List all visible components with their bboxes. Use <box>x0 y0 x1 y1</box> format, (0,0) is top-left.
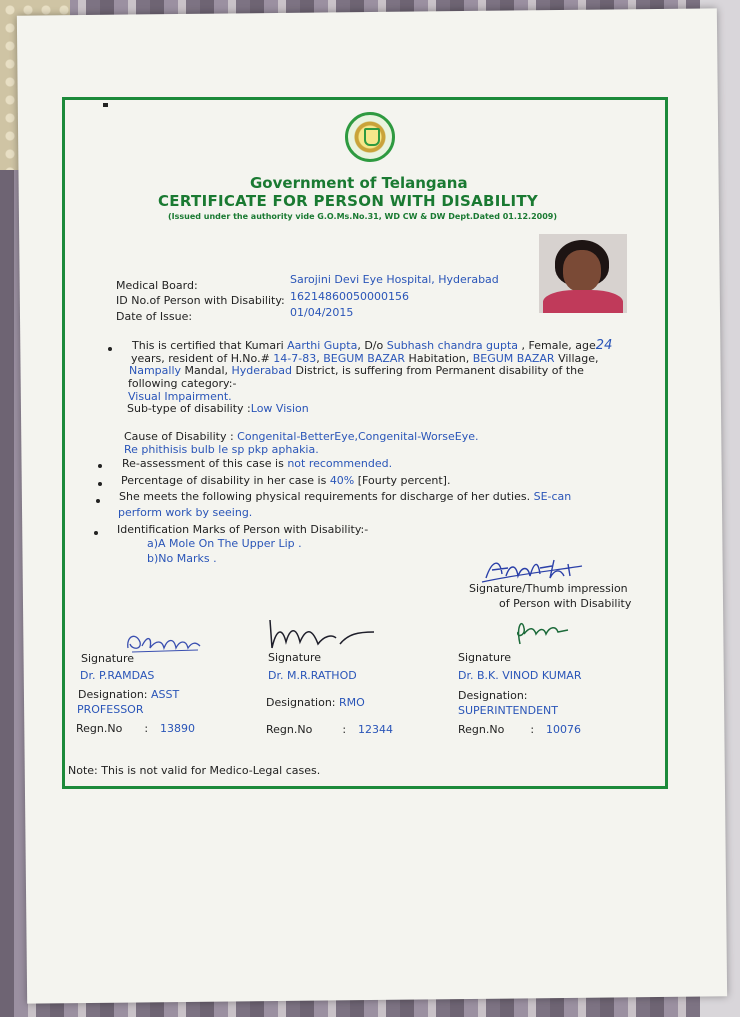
signatory-3-signature-label: Signature <box>458 651 512 664</box>
telangana-emblem-icon <box>345 112 395 162</box>
disability-subtype: Sub-type of disability :Low Vision <box>127 402 309 415</box>
print-mark <box>103 103 108 107</box>
applicant-photo <box>539 234 627 313</box>
reassessment: Re-assessment of this case is not recommended. <box>122 457 393 470</box>
signatory-1-regn: Regn.No : 13890 <box>76 722 196 735</box>
signature-vinod-kumar <box>510 614 574 648</box>
identification-marks-label: Identification Marks of Person with Disability:- <box>117 523 369 536</box>
cause-of-disability: Cause of Disability : Congenital-BetterEye,Congenital-WorseEye. <box>124 430 479 443</box>
id-label: ID No.of Person with Disability: <box>116 294 285 307</box>
identification-mark-b: b)No Marks . <box>147 552 217 565</box>
identification-mark-a: a)A Mole On The Upper Lip . <box>147 537 302 550</box>
applicant-signature-label-2: of Person with Disability <box>499 597 632 610</box>
percentage-of-disability: Percentage of disability in her case is 40% [Fourty percent]. <box>121 474 451 487</box>
physical-requirements: She meets the following physical requirements for discharge of her duties. SE-can <box>119 490 572 503</box>
certificate-title: CERTIFICATE FOR PERSON WITH DISABILITY <box>158 192 539 210</box>
certification-line-2: years, resident of H.No.# 14-7-83, BEGUM BAZAR Habitation, BEGUM BAZAR Village, <box>131 352 599 365</box>
id-value: 16214860050000156 <box>290 290 409 303</box>
signatory-1-signature-label: Signature <box>81 652 135 665</box>
signatory-2-signature-label: Signature <box>268 651 322 664</box>
svg-text:Aarthi: Aarthi <box>508 572 512 573</box>
authority-note: (Issued under the authority vide G.O.Ms.No.31, WD CW & DW Dept.Dated 01.12.2009) <box>168 212 557 221</box>
signatory-3-name: Dr. B.K. VINOD KUMAR <box>458 669 582 682</box>
bullet <box>98 482 102 486</box>
cause-of-disability-line-2: Re phithisis bulb le sp pkp aphakia. <box>124 443 319 456</box>
applicant-signature <box>478 552 588 586</box>
signature-rathod <box>262 614 382 654</box>
legal-note: Note: This is not valid for Medico-Legal cases. <box>68 764 321 777</box>
signatory-2-designation: Designation: RMO <box>266 696 365 709</box>
signatory-3-designation: Designation: <box>458 689 528 702</box>
handwritten-age: 24 <box>595 338 613 353</box>
bullet <box>94 531 98 535</box>
applicant-signature-label: Signature/Thumb impression <box>469 582 628 595</box>
disability-category: Visual Impairment. <box>128 390 232 403</box>
signature-ramdas <box>122 628 204 656</box>
signatory-2-regn: Regn.No : 12344 <box>266 723 394 736</box>
bullet <box>98 464 102 468</box>
signatory-1-designation-line-2: PROFESSOR <box>77 703 144 716</box>
date-of-issue-value: 01/04/2015 <box>290 306 354 319</box>
bullet <box>108 347 112 351</box>
signatory-1-name: Dr. P.RAMDAS <box>80 669 155 682</box>
medical-board-value: Sarojini Devi Eye Hospital, Hyderabad <box>290 273 499 286</box>
certification-line-1: This is certified that Kumari Aarthi Gupta, D/o Subhash chandra gupta , Female, age24 <box>132 338 613 353</box>
signatory-1-designation: Designation: ASST <box>78 688 180 701</box>
government-title: Government of Telangana <box>250 174 468 192</box>
bullet <box>96 499 100 503</box>
certification-line-3: Nampally Mandal, Hyderabad District, is suffering from Permanent disability of the <box>129 364 584 377</box>
physical-requirements-line-2: perform work by seeing. <box>118 506 253 519</box>
signatory-3-designation-value: SUPERINTENDENT <box>458 704 558 717</box>
signatory-3-regn: Regn.No : 10076 <box>458 723 582 736</box>
date-of-issue-label: Date of Issue: <box>116 310 193 323</box>
signatory-2-name: Dr. M.R.RATHOD <box>268 669 357 682</box>
medical-board-label: Medical Board: <box>116 279 198 292</box>
certification-line-4: following category:- <box>128 377 237 390</box>
